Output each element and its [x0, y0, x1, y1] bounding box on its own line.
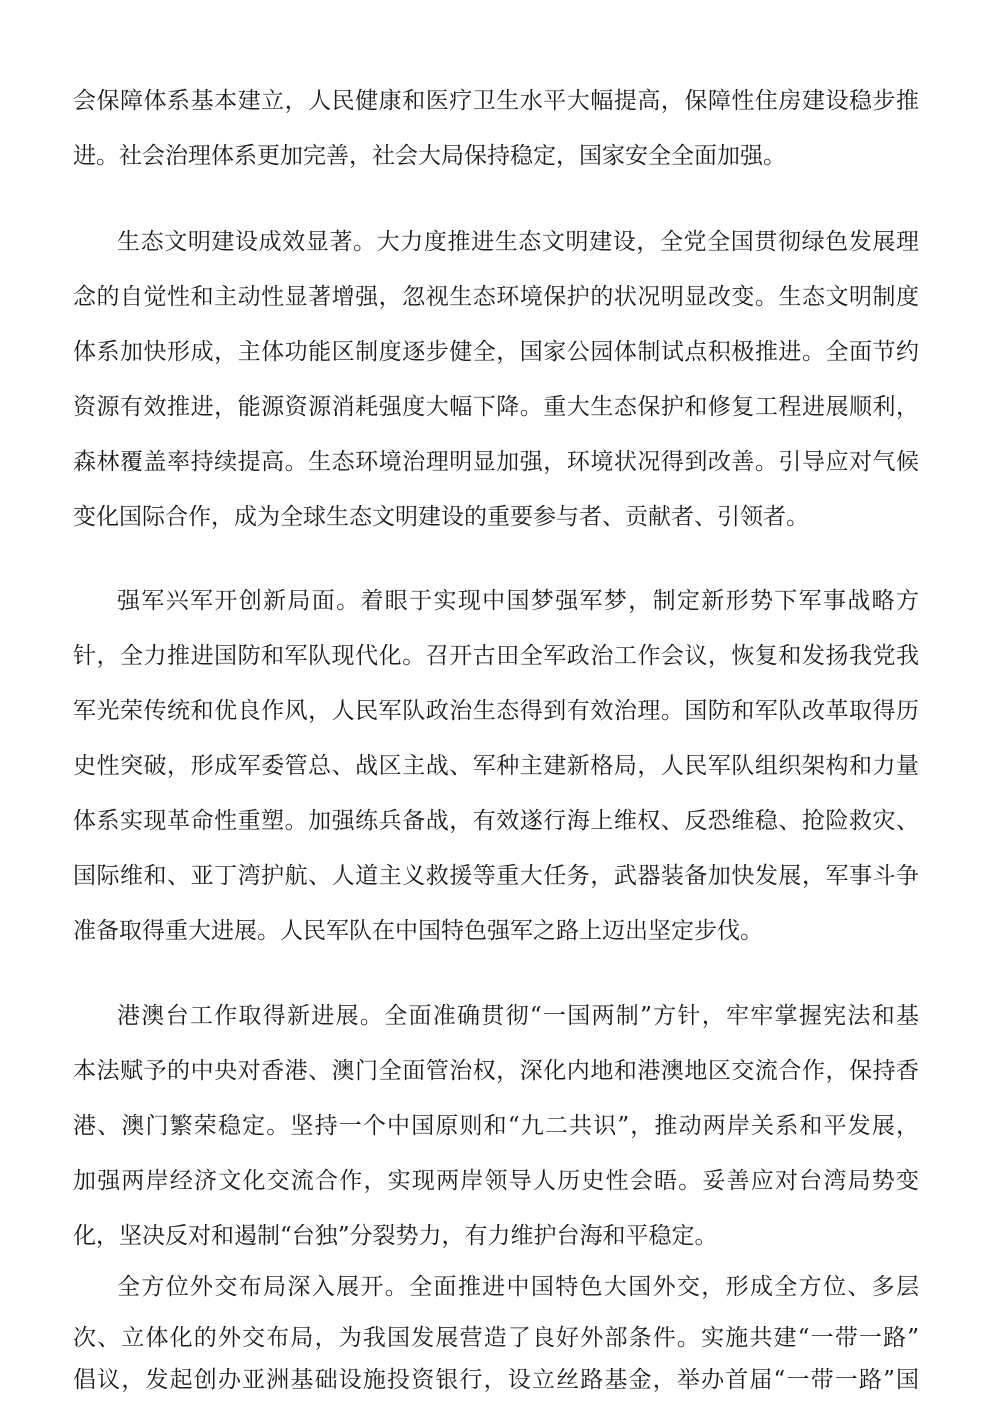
- paragraph-line: 森林覆盖率持续提高。生态环境治理明显加强，环境状况得到改善。引导应对气候: [73, 449, 919, 475]
- paragraph-line: 化，坚决反对和遏制“台独”分裂势力，有力维护台海和平稳定。: [73, 1223, 718, 1249]
- paragraph-line: 强军兴军开创新局面。着眼于实现中国梦强军梦，制定新形势下军事战略方: [117, 588, 919, 614]
- paragraph-line: 进。社会治理体系更加完善，社会大局保持稳定，国家安全全面加强。: [73, 143, 786, 169]
- paragraph-line: 体系实现革命性重塑。加强练兵备战，有效遂行海上维权、反恐维稳、抢险救灾、: [73, 808, 919, 834]
- paragraph-line: 港澳台工作取得新进展。全面准确贯彻“一国两制”方针，牢牢掌握宪法和基: [117, 1003, 919, 1029]
- paragraph-line: 加强两岸经济文化交流合作，实现两岸领导人历史性会晤。妥善应对台湾局势变: [73, 1168, 919, 1194]
- paragraph-line: 国际维和、亚丁湾护航、人道主义救援等重大任务，武器装备加快发展，军事斗争: [73, 863, 919, 889]
- paragraph-line: 生态文明建设成效显著。大力度推进生态文明建设，全党全国贯彻绿色发展理: [117, 229, 919, 255]
- paragraph-line: 港、澳门繁荣稳定。坚持一个中国原则和“九二共识”，推动两岸关系和平发展，: [73, 1113, 919, 1139]
- paragraph-line: 准备取得重大进展。人民军队在中国特色强军之路上迈出坚定步伐。: [73, 918, 763, 944]
- paragraph-line: 会保障体系基本建立，人民健康和医疗卫生水平大幅提高，保障性住房建设稳步推: [73, 88, 919, 114]
- paragraph-line: 本法赋予的中央对香港、澳门全面管治权，深化内地和港澳地区交流合作，保持香: [73, 1058, 919, 1084]
- paragraph-line: 变化国际合作，成为全球生态文明建设的重要参与者、贡献者、引领者。: [73, 504, 809, 530]
- paragraph-line: 军光荣传统和优良作风，人民军队政治生态得到有效治理。国防和军队改革取得历: [73, 698, 919, 724]
- paragraph-line: 念的自觉性和主动性显著增强，忽视生态环境保护的状况明显改变。生态文明制度: [73, 284, 919, 310]
- paragraph-line: 体系加快形成，主体功能区制度逐步健全，国家公园体制试点积极推进。全面节约: [73, 339, 919, 365]
- paragraph-line: 针，全力推进国防和军队现代化。召开古田全军政治工作会议，恢复和发扬我党我: [73, 643, 919, 669]
- paragraph-line: 史性突破，形成军委管总、战区主战、军种主建新格局，人民军队组织架构和力量: [73, 753, 919, 779]
- paragraph-line: 次、立体化的外交布局，为我国发展营造了良好外部条件。实施共建“一带一路”: [73, 1325, 919, 1351]
- paragraph-line: 资源有效推进，能源资源消耗强度大幅下降。重大生态保护和修复工程进展顺利，: [73, 394, 919, 420]
- paragraph-line: 倡议，发起创办亚洲基础设施投资银行，设立丝路基金，举办首届“一带一路”国: [73, 1367, 919, 1393]
- paragraph-line: 全方位外交布局深入展开。全面推进中国特色大国外交，形成全方位、多层: [117, 1274, 919, 1300]
